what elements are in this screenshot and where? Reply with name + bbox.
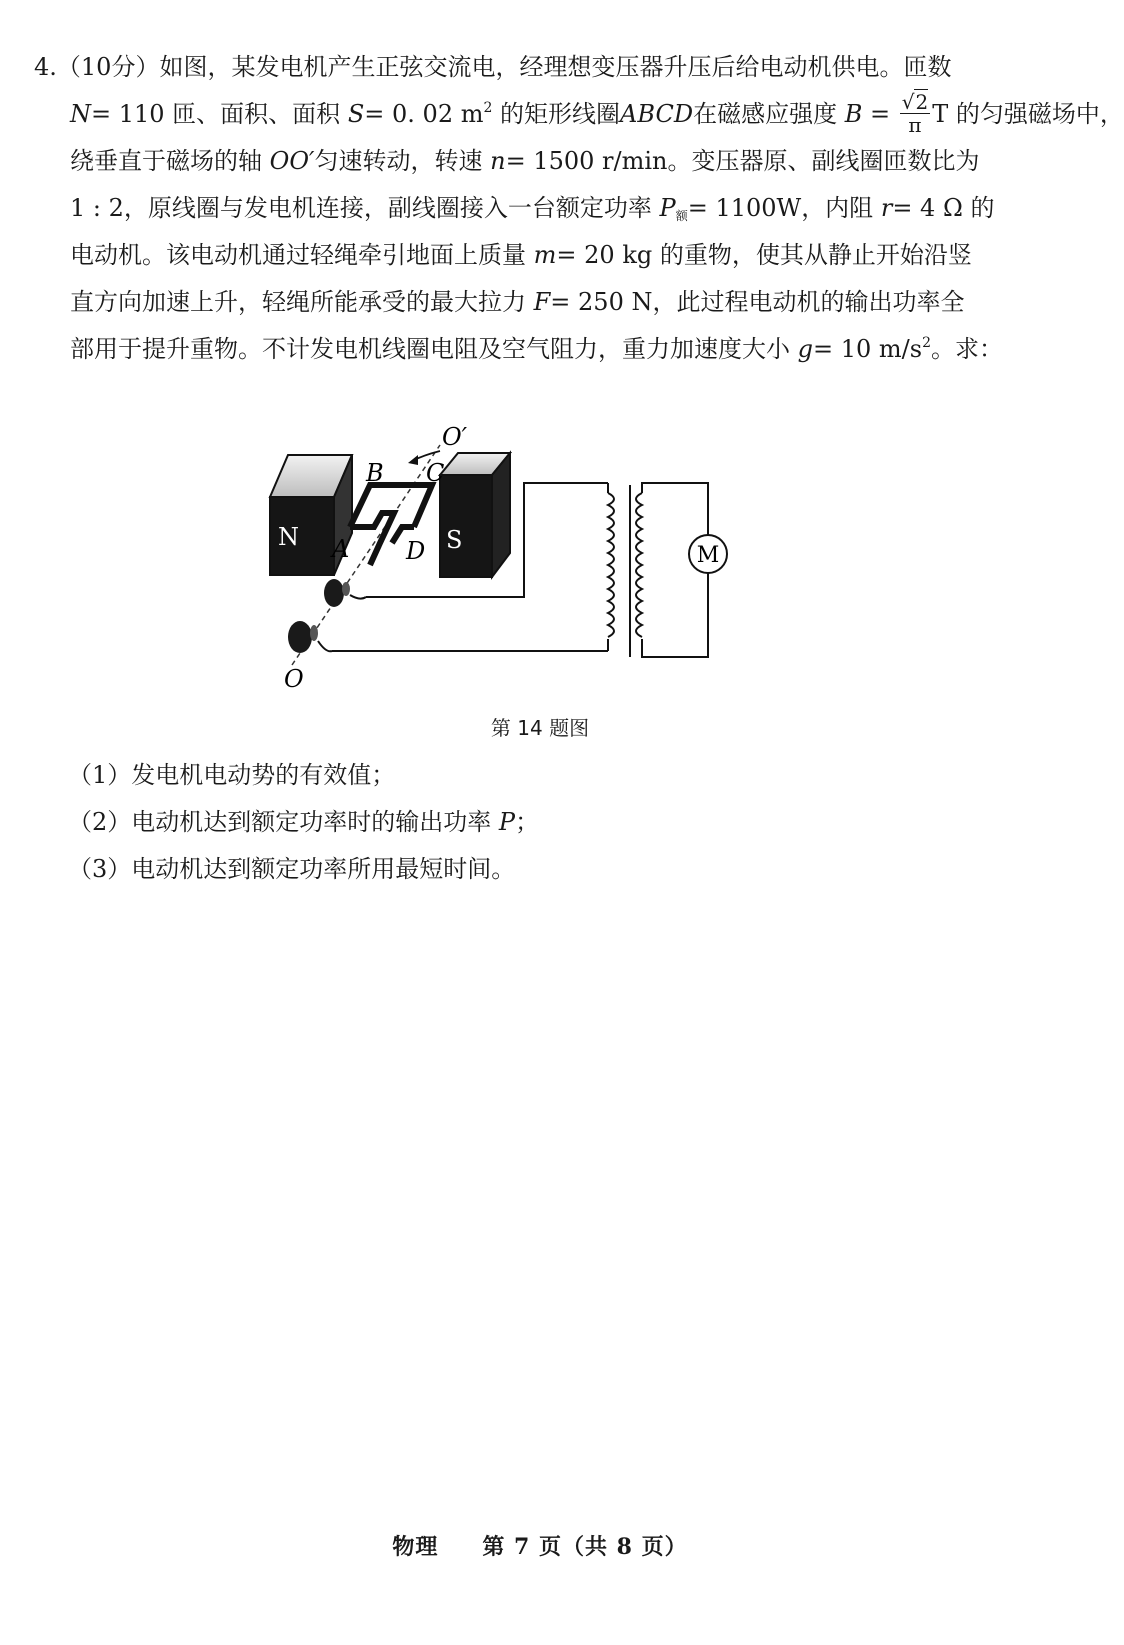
problem-line-5: 电动机。该电动机通过轻绳牵引地面上质量 m= 20 kg 的重物，使其从静止开始沿竖	[70, 241, 972, 269]
problem-line-7: 部用于提升重物。不计发电机线圈电阻及空气阻力，重力加速度大小 g= 10 $m/s^2$。求：	[70, 335, 1004, 363]
page-footer	[0, 1530, 1080, 1561]
transformer-primary-coil	[608, 493, 614, 637]
problem-line-6: 直方向加速上升，轻绳所能承受的最大拉力 F= 250 N，此过程电动机的输出功率全	[70, 288, 965, 316]
problem-line-3: 绕垂直于磁场的轴 OO′匀速转动，转速 n= 1500 r/min。变压器原、副线圈匝数比为	[70, 147, 980, 175]
label-b: B	[366, 459, 384, 487]
problem-line-4: 1 : 2，原线圈与发电机连接，副线圈接入一台额定功率 $P_额= 1100W$，内阻 r= 4 Ω 的	[70, 194, 995, 223]
footer-subject: 物理	[392, 1534, 439, 1560]
north-magnet-label: N	[278, 523, 299, 551]
south-magnet	[440, 453, 510, 577]
label-d: D	[406, 537, 426, 565]
footer-page-number: 第 7 页（共 8 页）	[482, 1534, 688, 1560]
label-c: C	[426, 459, 445, 487]
question-1: （1）发电机电动势的有效值；	[68, 761, 396, 789]
problem-statement	[34, 44, 1124, 373]
problem-number: 4.	[34, 53, 57, 81]
slip-rings	[288, 579, 366, 653]
question-3: （3）电动机达到额定功率所用最短时间。	[68, 855, 516, 883]
generator-transformer-diagram	[262, 425, 762, 695]
problem-score: （10分）	[56, 53, 160, 81]
label-o-prime: O′	[442, 423, 468, 451]
south-magnet-label: S	[446, 526, 463, 554]
transformer-secondary-coil	[636, 493, 642, 637]
label-o: O	[284, 665, 304, 693]
fraction-sqrt2-over-pi: $\frac{√2}{\pi}$	[901, 90, 929, 137]
figure-caption: 第 14 题图	[490, 716, 590, 740]
motor	[689, 535, 727, 573]
motor-label: M	[696, 543, 720, 568]
question-2: （2）电动机达到额定功率时的输出功率 P；	[68, 808, 540, 836]
label-a: A	[332, 535, 350, 563]
problem-line-1: 4.（10分）如图，某发电机产生正弦交流电，经理想变压器升压后给电动机供电。匝数	[34, 53, 952, 81]
question-list	[68, 752, 539, 893]
problem-line-2: N= 110 匝、面积、面积 S= 0. 02 $m^2$ 的矩形线圈ABCD在磁感应强度 B = $\frac{√2}{\pi}$ T 的匀强磁场中，	[70, 90, 1124, 137]
